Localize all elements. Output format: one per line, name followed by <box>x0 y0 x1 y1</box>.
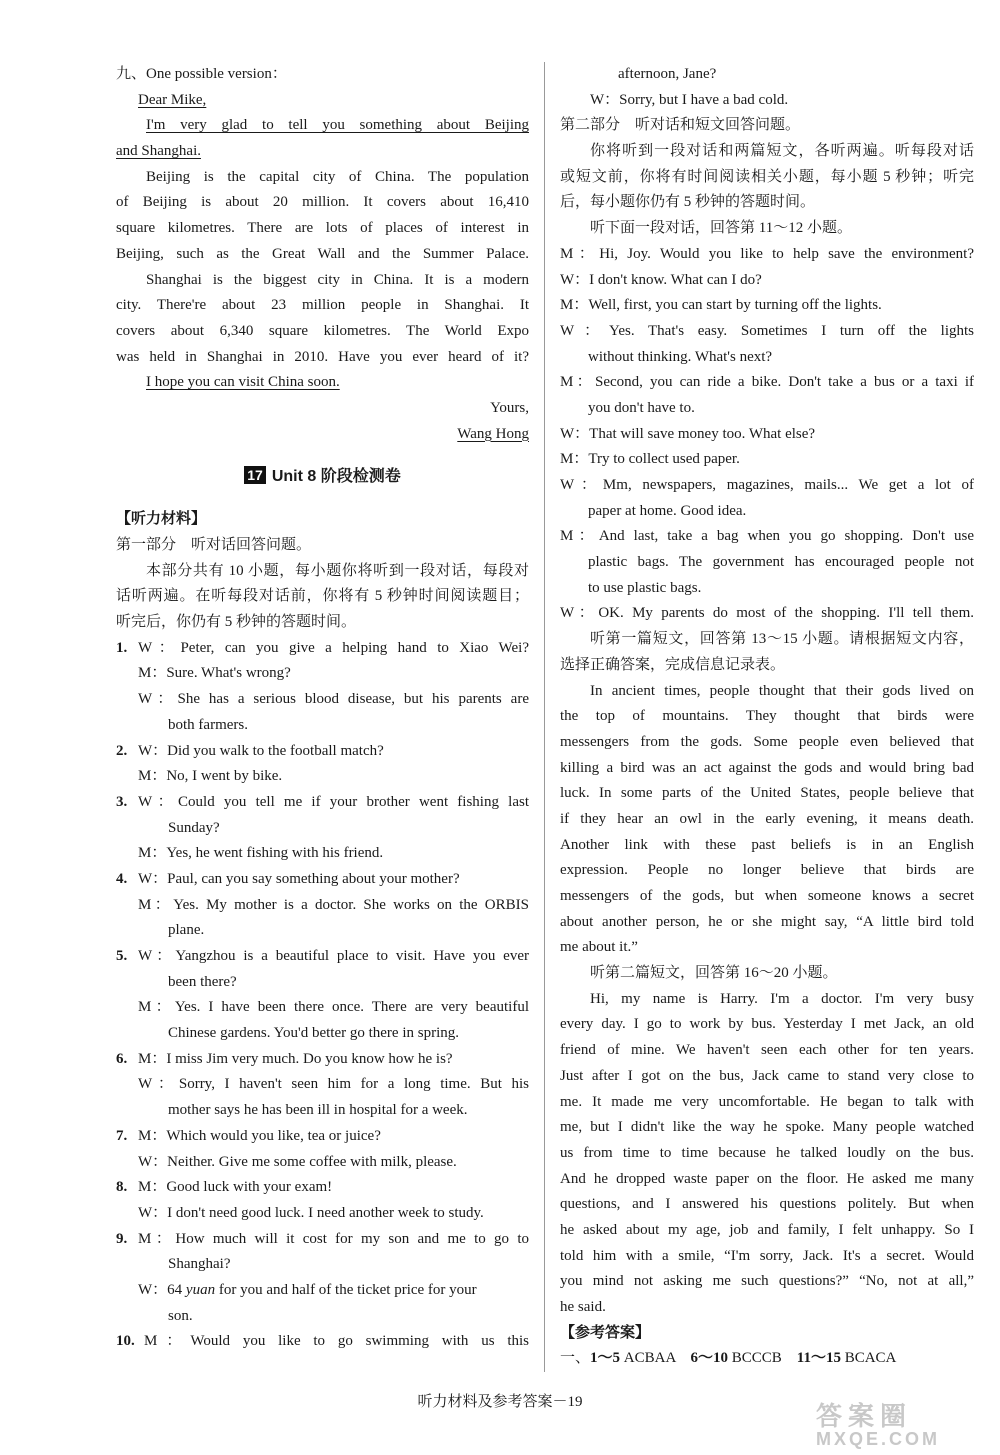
dialogue-line: son. <box>168 1307 193 1324</box>
dialogue-line: both farmers. <box>168 716 248 733</box>
dialogue-line: 7. M：Which would you like, tea or juice? <box>116 1127 381 1144</box>
dialogue-line: been there? <box>168 973 237 990</box>
answer-header: 【参考答案】 <box>560 1324 651 1341</box>
dialogue-line: W：Mm, newspapers, magazines, mails... We get a lot of <box>560 477 974 493</box>
left-column <box>116 62 529 1355</box>
listening-prompt: 听第二篇短文，回答第 16～20 小题。 <box>590 965 838 982</box>
essay-label: 九、One possible version： <box>116 66 287 82</box>
letter-line: was held in Shanghai in 2010. Have you ever heard of it? <box>116 348 529 365</box>
passage-line: killing a bird was an act against the gods and would bring bad <box>560 759 974 776</box>
letter-signature: Wang Hong <box>457 425 529 442</box>
dialogue-line: M：Sure. What's wrong? <box>138 665 291 682</box>
part1-instruction: 本部分共有 10 小题，每小题你将听到一段对话，每段对 <box>146 562 529 579</box>
dialogue-line: W：She has a serious blood disease, but his parents are <box>138 691 529 708</box>
section-header: 【听力材料】 <box>116 511 207 528</box>
passage-line: And he dropped waste paper on the floor. He asked me many <box>560 1170 974 1187</box>
passage-line: Hi, my name is Harry. I'm a doctor. I'm very busy <box>590 990 974 1007</box>
letter-salutation: Dear Mike, <box>138 91 207 108</box>
dialogue-line: paper at home. Good idea. <box>588 502 747 519</box>
passage-line: Another link with these past beliefs is in an English <box>560 836 974 853</box>
letter-line: Beijing, such as the Great Wall and the Summer Palace. <box>116 245 529 262</box>
letter-closing: Yours, <box>490 399 529 416</box>
dialogue-line: M：Yes. I have been there once. There are very beautiful <box>138 999 529 1016</box>
dialogue-line: M：No, I went by bike. <box>138 768 283 785</box>
passage-line: friend of mine. We haven't seen each other for ten years. <box>560 1042 974 1059</box>
dialogue-line: 2. W：Did you walk to the football match? <box>116 742 384 759</box>
part1-title: 第一部分 听对话回答问题。 <box>116 537 312 553</box>
listening-prompt: 听下面一段对话，回答第 11～12 小题。 <box>590 220 852 237</box>
dialogue-line: W：Sorry, but I have a bad cold. <box>590 91 789 108</box>
dialogue-line: W：OK. My parents do most of the shopping. I'll tell them. <box>560 605 974 622</box>
letter-line: I hope you can visit China soon. <box>146 374 340 391</box>
unit-badge: 17 <box>244 466 266 484</box>
passage-line: every day. I go to work by bus. Yesterday I met Jack, an old <box>560 1016 974 1033</box>
dialogue-line: 9. M：How much will it cost for my son and me to go to <box>116 1230 529 1247</box>
passage-line: if they hear an owl in the early evening, it means death. <box>560 810 974 827</box>
dialogue-line: M：Yes. My mother is a doctor. She works on the ORBIS <box>138 896 529 913</box>
dialogue-line: afternoon, Jane? <box>618 66 717 82</box>
part1-instruction: 听完后，你仍有 5 秒钟的答题时间。 <box>116 614 357 631</box>
answer-key: 一、1～5 ACBAA 6～10 BCCCB 11～15 BCACA <box>560 1350 897 1367</box>
dialogue-line: W：I don't know. What can I do? <box>560 271 762 288</box>
letter-line: covers about 6,340 square kilometres. The World Expo <box>116 322 529 339</box>
passage-line: about another person, he or she might say, “A little bird told <box>560 913 974 930</box>
part2-instruction: 或短文前，你将有时间阅读相关小题，每小题 5 秒钟；听完 <box>560 168 974 185</box>
dialogue-line: M：Try to collect used paper. <box>560 451 740 468</box>
letter-line: of Beijing is about 20 million. It covers about 16,410 <box>116 194 529 211</box>
dialogue-line: 6. M：I miss Jim very much. Do you know how he is? <box>116 1050 453 1067</box>
unit-title: 17 Unit 8 阶段检测卷 <box>116 447 529 507</box>
part2-instruction: 你将听到一段对话和两篇短文，各听两遍。听每段对话 <box>590 143 974 160</box>
dialogue-line: without thinking. What's next? <box>588 348 773 365</box>
listening-prompt: 听第一篇短文，回答第 13～15 小题。请根据短文内容， <box>590 631 974 648</box>
passage-line: In ancient times, people thought that their gods lived on <box>590 682 974 699</box>
part1-instruction: 话听两遍。在听每段对话前，你将有 5 秒钟时间阅读题目； <box>116 588 529 605</box>
passage-line: luck. In some parts of the United States, people believe that <box>560 785 974 802</box>
letter-line: I'm very glad to tell you something about Beijing <box>146 117 529 134</box>
dialogue-line: W：Sorry, I haven't seen him for a long time. But his <box>138 1076 529 1093</box>
passage-line: questions, and I answered his questions politely. But when <box>560 1196 974 1213</box>
dialogue-line: you don't have to. <box>588 399 695 416</box>
dialogue-line: 4. W：Paul, can you say something about your mother? <box>116 870 460 887</box>
dialogue-line: M：Yes, he went fishing with his friend. <box>138 845 384 862</box>
passage-line: me, but I didn't like the way he spoke. Many people watched <box>560 1119 974 1136</box>
dialogue-line: 5. W：Yangzhou is a beautiful place to visit. Have you ever <box>116 948 529 964</box>
dialogue-line: M：And last, take a bag when you go shopping. Don't use <box>560 528 974 545</box>
dialogue-line: W：That will save money too. What else? <box>560 425 816 442</box>
passage-line: he asked about my age, job and family, I felt unhappy. So I <box>560 1221 974 1238</box>
dialogue-line: Sunday? <box>168 819 220 836</box>
dialogue-line: 1. W：Peter, can you give a helping hand to Xiao Wei? <box>116 639 529 656</box>
part2-instruction: 后，每小题你仍有 5 秒钟的答题时间。 <box>560 194 816 211</box>
dialogue-line: 3. W：Could you tell me if your brother went fishing last <box>116 793 529 810</box>
dialogue-line: plane. <box>168 922 205 939</box>
passage-line: messengers of the gods, but when someone knows a secret <box>560 888 974 904</box>
passage-line: me. It made me very uncomfortable. He began to talk with <box>560 1093 974 1110</box>
letter-line: and Shanghai. <box>116 143 201 160</box>
dialogue-line: M：Well, first, you can start by turning off the lights. <box>560 297 882 314</box>
dialogue-line: Chinese gardens. You'd better go there in spring. <box>168 1025 459 1042</box>
passage-line: me about it.” <box>560 939 638 956</box>
letter-line: Shanghai is the biggest city in China. It is a modern <box>146 271 529 288</box>
right-column <box>560 62 974 1372</box>
letter-line: square kilometres. There are lots of places of interest in <box>116 220 529 237</box>
letter-line: city. There're about 23 million people in Shanghai. It <box>116 297 529 314</box>
passage-line: expression. People no longer believe that birds are <box>560 862 974 879</box>
dialogue-line: W：Yes. That's easy. Sometimes I turn off the lights <box>560 322 974 339</box>
passage-line: he said. <box>560 1299 606 1315</box>
letter-line: Beijing is the capital city of China. The population <box>146 168 529 185</box>
dialogue-line: M：Second, you can ride a bike. Don't take a bus or a taxi if <box>560 374 974 391</box>
dialogue-line: W：I don't need good luck. I need another week to study. <box>138 1204 484 1221</box>
column-divider <box>544 62 545 1372</box>
dialogue-line: mother says he has been ill in hospital for a week. <box>168 1102 468 1119</box>
listening-prompt: 选择正确答案，完成信息记录表。 <box>560 656 786 673</box>
dialogue-line: W：Neither. Give me some coffee with milk, please. <box>138 1153 457 1170</box>
dialogue-line: to use plastic bags. <box>588 579 702 596</box>
watermark-logo: 答案圈 MXQE.COM <box>816 1401 941 1449</box>
dialogue-line: 10. M：Would you like to go swimming with us this <box>116 1333 529 1350</box>
passage-line: the top of mountains. They thought that birds were <box>560 708 974 725</box>
dialogue-line: plastic bags. The government has encouraged people not <box>588 554 974 571</box>
dialogue-line: 8. M：Good luck with your exam! <box>116 1179 333 1196</box>
dialogue-line: M：Hi, Joy. Would you like to help save the environment? <box>560 245 974 262</box>
passage-line: messengers from the gods. Some people even believed that <box>560 733 974 750</box>
dialogue-line: W：64 yuan for you and half of the ticket price for your <box>138 1281 477 1298</box>
passage-line: us from time to time because he talked loudly on the bus. <box>560 1144 974 1161</box>
passage-line: Just after I got on the bus, Jack came to stand very close to <box>560 1067 974 1084</box>
passage-line: told him with a smile, “I'm sorry, Jack. It's a secret. Would <box>560 1247 974 1264</box>
dialogue-line: Shanghai? <box>168 1256 231 1273</box>
part2-title: 第二部分 听对话和短文回答问题。 <box>560 117 801 134</box>
page-footer: 听力材料及参考答案－19 <box>417 1394 583 1410</box>
passage-line: you mind not asking me such questions?” “No, not at all,” <box>560 1273 974 1290</box>
